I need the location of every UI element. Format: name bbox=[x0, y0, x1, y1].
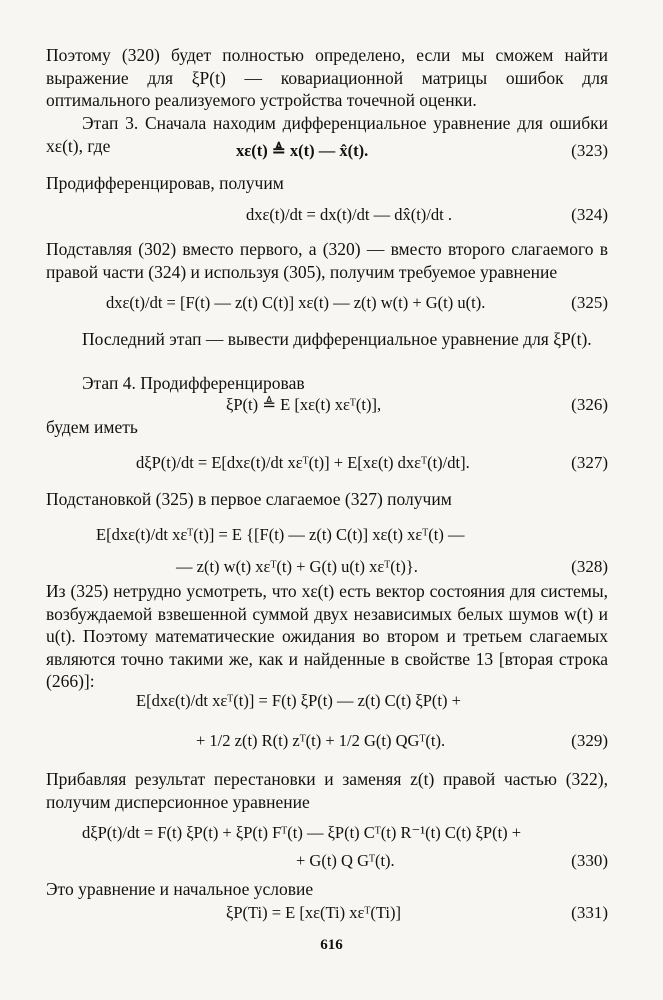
equation-329b-body: + 1/2 z(t) R(t) zᵀ(t) + 1/2 G(t) QGᵀ(t). bbox=[196, 731, 446, 750]
equation-323 bbox=[46, 140, 608, 170]
equation-326-number: (326) bbox=[571, 395, 608, 414]
equation-325-body: dxε(t)/dt = [F(t) — z(t) C(t)] xε(t) — z(t) w(t) + G(t) u(t). bbox=[106, 293, 486, 312]
paragraph-4: Подставляя (302) вместо первого, а (320) — вместо второго слагаемого в правой части (324) и используя (305), получим требуемое уравнение bbox=[46, 239, 608, 282]
equation-329-line-2 bbox=[46, 730, 608, 760]
paragraph-2: Этап 3. Сначала находим дифференциальное уравнение для ошибки xε(t), где bbox=[46, 113, 608, 156]
paragraph-10: Прибавляя результат перестановки и заменяя z(t) правой частью (322), получим дисперсионное уравнение bbox=[46, 769, 608, 812]
equation-328a-body: E[dxε(t)/dt xεᵀ(t)] = E {[F(t) — z(t) C(t)] xε(t) xεᵀ(t) — bbox=[96, 525, 465, 544]
equation-325 bbox=[46, 292, 608, 322]
equation-329-number: (329) bbox=[571, 731, 608, 750]
equation-329a-body: E[dxε(t)/dt xεᵀ(t)] = F(t) ξP(t) — z(t) C(t) ξP(t) + bbox=[136, 691, 461, 710]
paragraph-8: Подстановкой (325) в первое слагаемое (327) получим bbox=[46, 489, 452, 509]
equation-323-number: (323) bbox=[571, 141, 608, 160]
equation-330b-body: + G(t) Q Gᵀ(t). bbox=[296, 851, 395, 870]
equation-327-body: dξP(t)/dt = E[dxε(t)/dt xεᵀ(t)] + E[xε(t) dxεᵀ(t)/dt]. bbox=[136, 453, 470, 472]
equation-324-body: dxε(t)/dt = dx(t)/dt — dx̂(t)/dt . bbox=[246, 205, 452, 224]
equation-330a-body: dξP(t)/dt = F(t) ξP(t) + ξP(t) Fᵀ(t) — ξP(t) Cᵀ(t) R⁻¹(t) C(t) ξP(t) + bbox=[82, 823, 522, 842]
equation-327 bbox=[46, 452, 608, 482]
equation-328-number: (328) bbox=[571, 557, 608, 576]
paragraph-1: Поэтому (320) будет полностью определено, если мы сможем найти выражение для ξP(t) — ковариационной матрицы ошибок для оптимального реализуемого устройства точечной оценки. bbox=[46, 45, 608, 110]
equation-330-line-1 bbox=[46, 822, 608, 852]
equation-331 bbox=[46, 902, 608, 932]
paragraph-5: Последний этап — вывести дифференциальное уравнение для ξP(t). bbox=[82, 329, 592, 349]
equation-327-number: (327) bbox=[571, 453, 608, 472]
equation-328-line-1 bbox=[46, 524, 608, 554]
equation-330-line-2 bbox=[46, 850, 608, 880]
paragraph-9: Из (325) нетрудно усмотреть, что xε(t) есть вектор состояния для системы, возбуждаемой взвешенной суммой двух независимых белых шумов w(t) и u(t). Поэтому математические ожидания во втором и третьем слагаемых являются точно такими же, как и найденные в свойстве 13 [вторая строка (266)]: bbox=[46, 581, 608, 691]
equation-326-body: ξP(t) ≜ E [xε(t) xεᵀ(t)], bbox=[226, 395, 382, 414]
paragraph-7: будем иметь bbox=[46, 417, 138, 437]
paragraph-3: Продифференцировав, получим bbox=[46, 173, 284, 193]
equation-330-number: (330) bbox=[571, 851, 608, 870]
equation-325-number: (325) bbox=[571, 293, 608, 312]
equation-329-line-1 bbox=[46, 690, 608, 720]
equation-331-body: ξP(Ti) = E [xε(Ti) xεᵀ(Ti)] bbox=[226, 903, 401, 922]
equation-328b-body: — z(t) w(t) xεᵀ(t) + G(t) u(t) xεᵀ(t)}. bbox=[176, 557, 418, 576]
equation-324-number: (324) bbox=[571, 205, 608, 224]
equation-324 bbox=[46, 204, 608, 234]
paragraph-6: Этап 4. Продифференцировав bbox=[82, 373, 305, 393]
equation-323-body: xε(t) ≜ x(t) — x̂(t). bbox=[236, 141, 369, 160]
equation-331-number: (331) bbox=[571, 903, 608, 922]
paragraph-11: Это уравнение и начальное условие bbox=[46, 879, 314, 899]
page-number: 616 bbox=[320, 937, 343, 953]
